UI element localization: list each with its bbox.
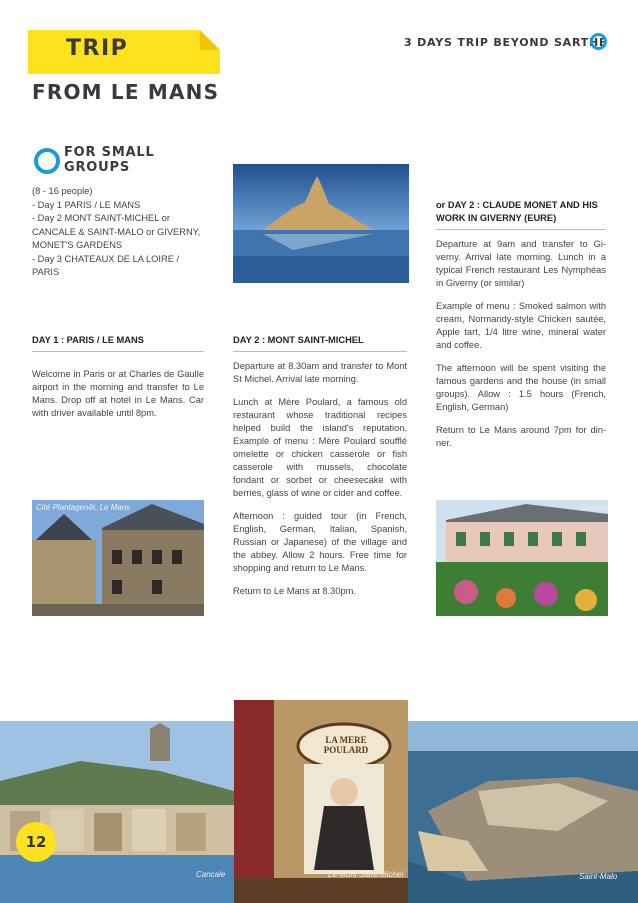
saint-malo-caption: Saint-Malo bbox=[579, 872, 618, 881]
alt-day2-paragraph: Departure at 9am and transfer to Gi-verny. Arrival late morning. Lunch in a typical French restaurant Les Nymphéas in Giverny (or similar) bbox=[436, 239, 606, 288]
day2-paragraph: Return to Le Mans at 8.30pm. bbox=[233, 586, 356, 596]
giverny-caption: Giverny bbox=[580, 503, 608, 512]
day1-section bbox=[32, 334, 204, 430]
day2-paragraph: Afternoon : guided tour (in French, English, German, Italian, Spanish, Russian or Japanese) of the village and the abbey. Allow 2 hours. Free time for shopping and return to Le Mans. bbox=[233, 511, 407, 573]
day2-paragraph: Departure at 8.30am and transfer to Mont St Michel. Arrival late morning. bbox=[233, 361, 407, 384]
cancale-caption: Cancale bbox=[196, 870, 226, 879]
giverny-photo bbox=[436, 500, 608, 616]
itinerary-line: MONET'S GARDENS bbox=[32, 240, 123, 250]
ring-icon bbox=[34, 148, 60, 174]
page-number: 12 bbox=[16, 822, 56, 862]
groups-itinerary bbox=[32, 185, 208, 280]
day1-text: Welcome in Paris or at Charles de Gaulle airport in the morning and transfer to Le Mans. Drop off at hotel in Le Mans. Car with driver available until 8pm. bbox=[32, 369, 204, 418]
itinerary-line: - Day 3 CHATEAUX DE LA LOIRE / PARIS bbox=[32, 253, 180, 277]
alt-day2-section bbox=[436, 199, 606, 460]
groups-title-line: FOR SMALL bbox=[64, 145, 155, 160]
from-title: FROM LE MANS bbox=[32, 80, 220, 104]
itinerary-line: - Day 2 MONT SAINT-MICHEL or bbox=[32, 213, 170, 223]
alt-day2-paragraph: Example of menu : Smoked salmon with cream, Normandy-style Chicken sautée, Apple tart, 1/4 litre wine, mineral water and coffee. bbox=[436, 301, 606, 350]
groups-title-line: GROUPS bbox=[64, 160, 130, 175]
le-mans-caption: Cité Plantagenêt, Le Mans bbox=[36, 503, 131, 512]
mont-caption: Le Mont Saint-Michel bbox=[328, 870, 404, 879]
day2-paragraph: Lunch at Mère Poulard, a famous old restaurant whose traditional recipes helped build the island's reputation. Example of menu : Mère Poulard soufflé omelette or chicken casserole or fish casserole with mussels, chocolate fondant or sorbet or cheesecake with berries, glass of wine or cider and coffee. bbox=[233, 397, 407, 498]
mont-saint-michel-photo bbox=[233, 164, 409, 283]
section-title: 3 DAYS TRIP BEYOND SARTHE bbox=[404, 36, 608, 49]
itinerary-line: (8 - 16 people) bbox=[32, 186, 93, 196]
itinerary-line: CANCALE & SAINT-MALO or GIVERNY, bbox=[32, 226, 201, 237]
le-mans-photo bbox=[32, 500, 204, 616]
groups-title bbox=[64, 145, 155, 175]
alt-day2-paragraph: The afternoon will be spent visiting the famous gardens and the house (in small groups). Allow : 1.5 hours (French, English, German) bbox=[436, 363, 606, 412]
alt-day2-heading: or DAY 2 : CLAUDE MONET AND HIS WORK IN GIVERNY (EURE) bbox=[436, 199, 606, 230]
day1-heading: DAY 1 : PARIS / LE MANS bbox=[32, 334, 204, 352]
itinerary-line: - Day 1 PARIS / LE MANS bbox=[32, 199, 141, 210]
day2-section bbox=[233, 334, 407, 608]
alt-day2-paragraph: Return to Le Mans around 7pm for din-ner. bbox=[436, 425, 606, 448]
trip-title: TRIP bbox=[66, 36, 129, 61]
sign-text: LA MERE POULARD bbox=[323, 735, 369, 755]
banner-fold bbox=[200, 30, 220, 50]
ring-icon bbox=[590, 33, 607, 50]
day2-heading: DAY 2 : MONT SAINT-MICHEL bbox=[233, 334, 407, 352]
